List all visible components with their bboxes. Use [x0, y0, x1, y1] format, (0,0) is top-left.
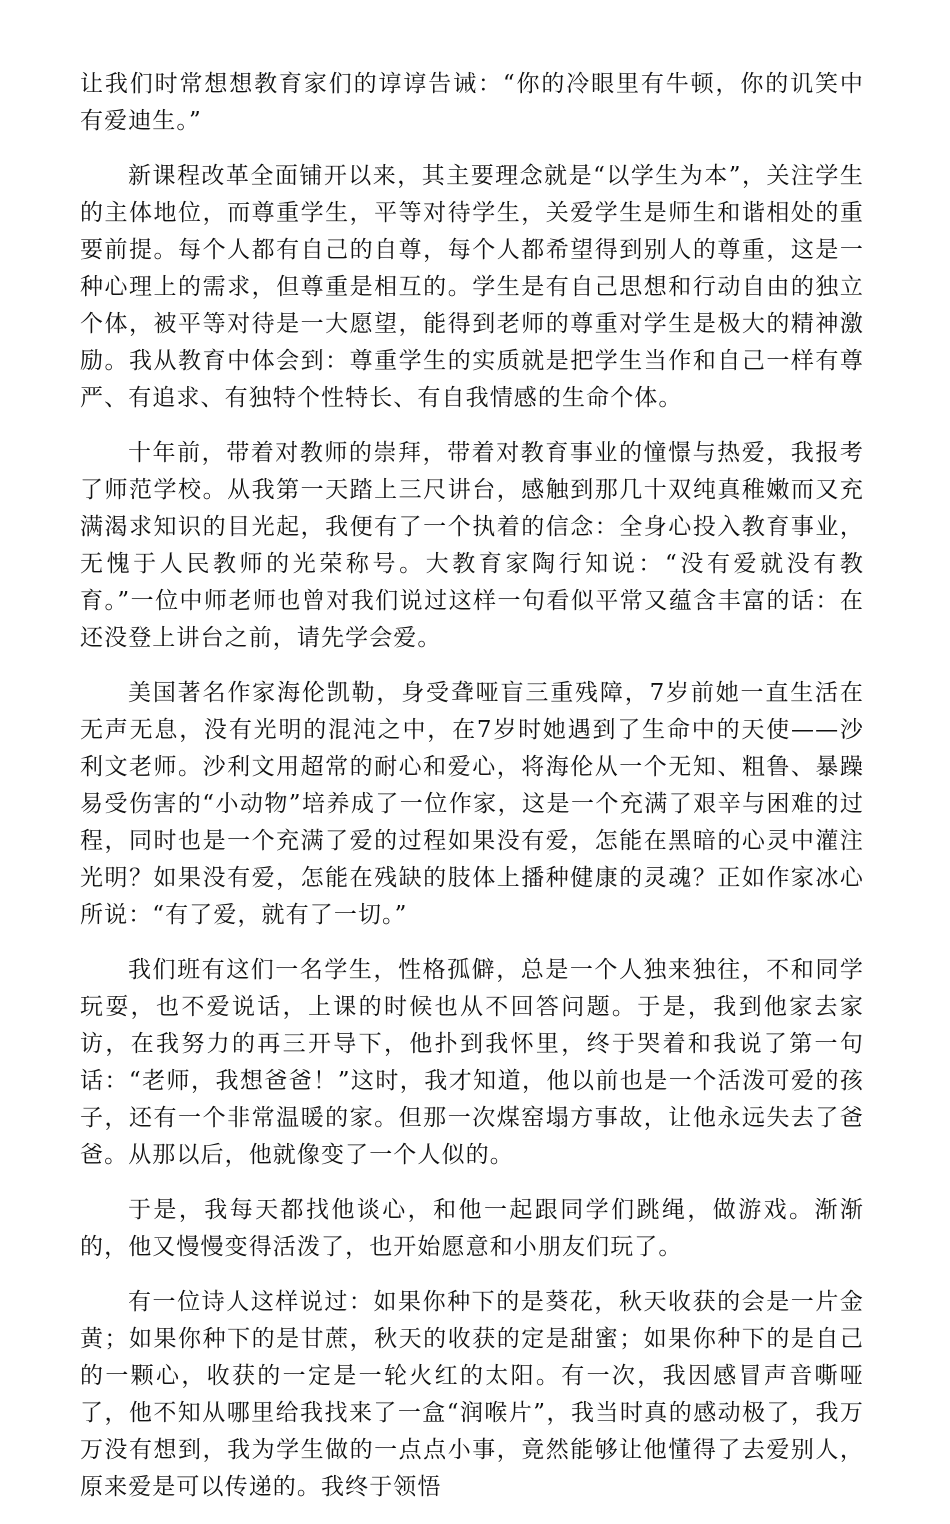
paragraph-5: 我们班有这们一名学生，性格孤僻，总是一个人独来独往，不和同学玩耍，也不爱说话，上课的时候也从不回答问题。于是，我到他家去家访，在我努力的再三开导下，他扑到我怀里，终于哭着和我说了第一句话：“老师，我想爸爸！”这时，我才知道，他以前也是一个活泼可爱的孩子，还有一个非常温暖的家。但那一次煤窑塌方事故，让他永远失去了爸爸。从那以后，他就像变了一个人似的。 [80, 957, 864, 1168]
paragraph-6: 于是，我每天都找他谈心，和他一起跟同学们跳绳，做游戏。渐渐的，他又慢慢变得活泼了，也开始愿意和小朋友们玩了。 [80, 1197, 864, 1260]
paragraph-2: 新课程改革全面铺开以来，其主要理念就是“以学生为本”，关注学生的主体地位，而尊重学生，平等对待学生，关爱学生是师生和谐相处的重要前提。每个人都有自己的自尊，每个人都希望得到别人的尊重，这是一种心理上的需求，但尊重是相互的。学生是有自己思想和行动自由的独立个体，被平等对待是一大愿望，能得到老师的尊重对学生是极大的精神激励。我从教育中体会到：尊重学生的实质就是把学生当作和自己一样有尊严、有追求、有独特个性特长、有自我情感的生命个体。 [80, 163, 864, 411]
paragraph-4: 美国著名作家海伦凯勒，身受聋哑盲三重残障，7岁前她一直生活在无声无息，没有光明的混沌之中，在7岁时她遇到了生命中的天使——沙利文老师。沙利文用超常的耐心和爱心，将海伦从一个无知、粗鲁、暴躁易受伤害的“小动物”培养成了一位作家，这是一个充满了艰辛与困难的过程，同时也是一个充满了爱的过程如果没有爱，怎能在黑暗的心灵中灌注光明？如果没有爱，怎能在残缺的肢体上播种健康的灵魂？正如作家冰心所说：“有了爱，就有了一切。” [80, 680, 864, 928]
paragraph-3: 十年前，带着对教师的崇拜，带着对教育事业的憧憬与热爱，我报考了师范学校。从我第一天踏上三尺讲台，感触到那几十双纯真稚嫩而又充满渴求知识的目光起，我便有了一个执着的信念：全身心投入教育事业，无愧于人民教师的光荣称号。大教育家陶行知说：“没有爱就没有教育。”一位中师老师也曾对我们说过这样一句看似平常又蕴含丰富的话：在还没登上讲台之前，请先学会爱。 [80, 440, 864, 651]
document-body [80, 66, 864, 1524]
paragraph-7: 有一位诗人这样说过：如果你种下的是葵花，秋天收获的会是一片金黄；如果你种下的是甘蔗，秋天的收获的定是甜蜜；如果你种下的是自己的一颗心，收获的一定是一轮火红的太阳。有一次，我因感冒声音嘶哑了，他不知从哪里给我找来了一盒“润喉片”，我当时真的感动极了，我万万没有想到，我为学生做的一点点小事，竟然能够让他懂得了去爱别人，原来爱是可以传递的。我终于领悟 [80, 1289, 864, 1500]
paragraph-1: 让我们时常想想教育家们的谆谆告诫：“你的冷眼里有牛顿，你的讥笑中有爱迪生。” [80, 71, 864, 134]
